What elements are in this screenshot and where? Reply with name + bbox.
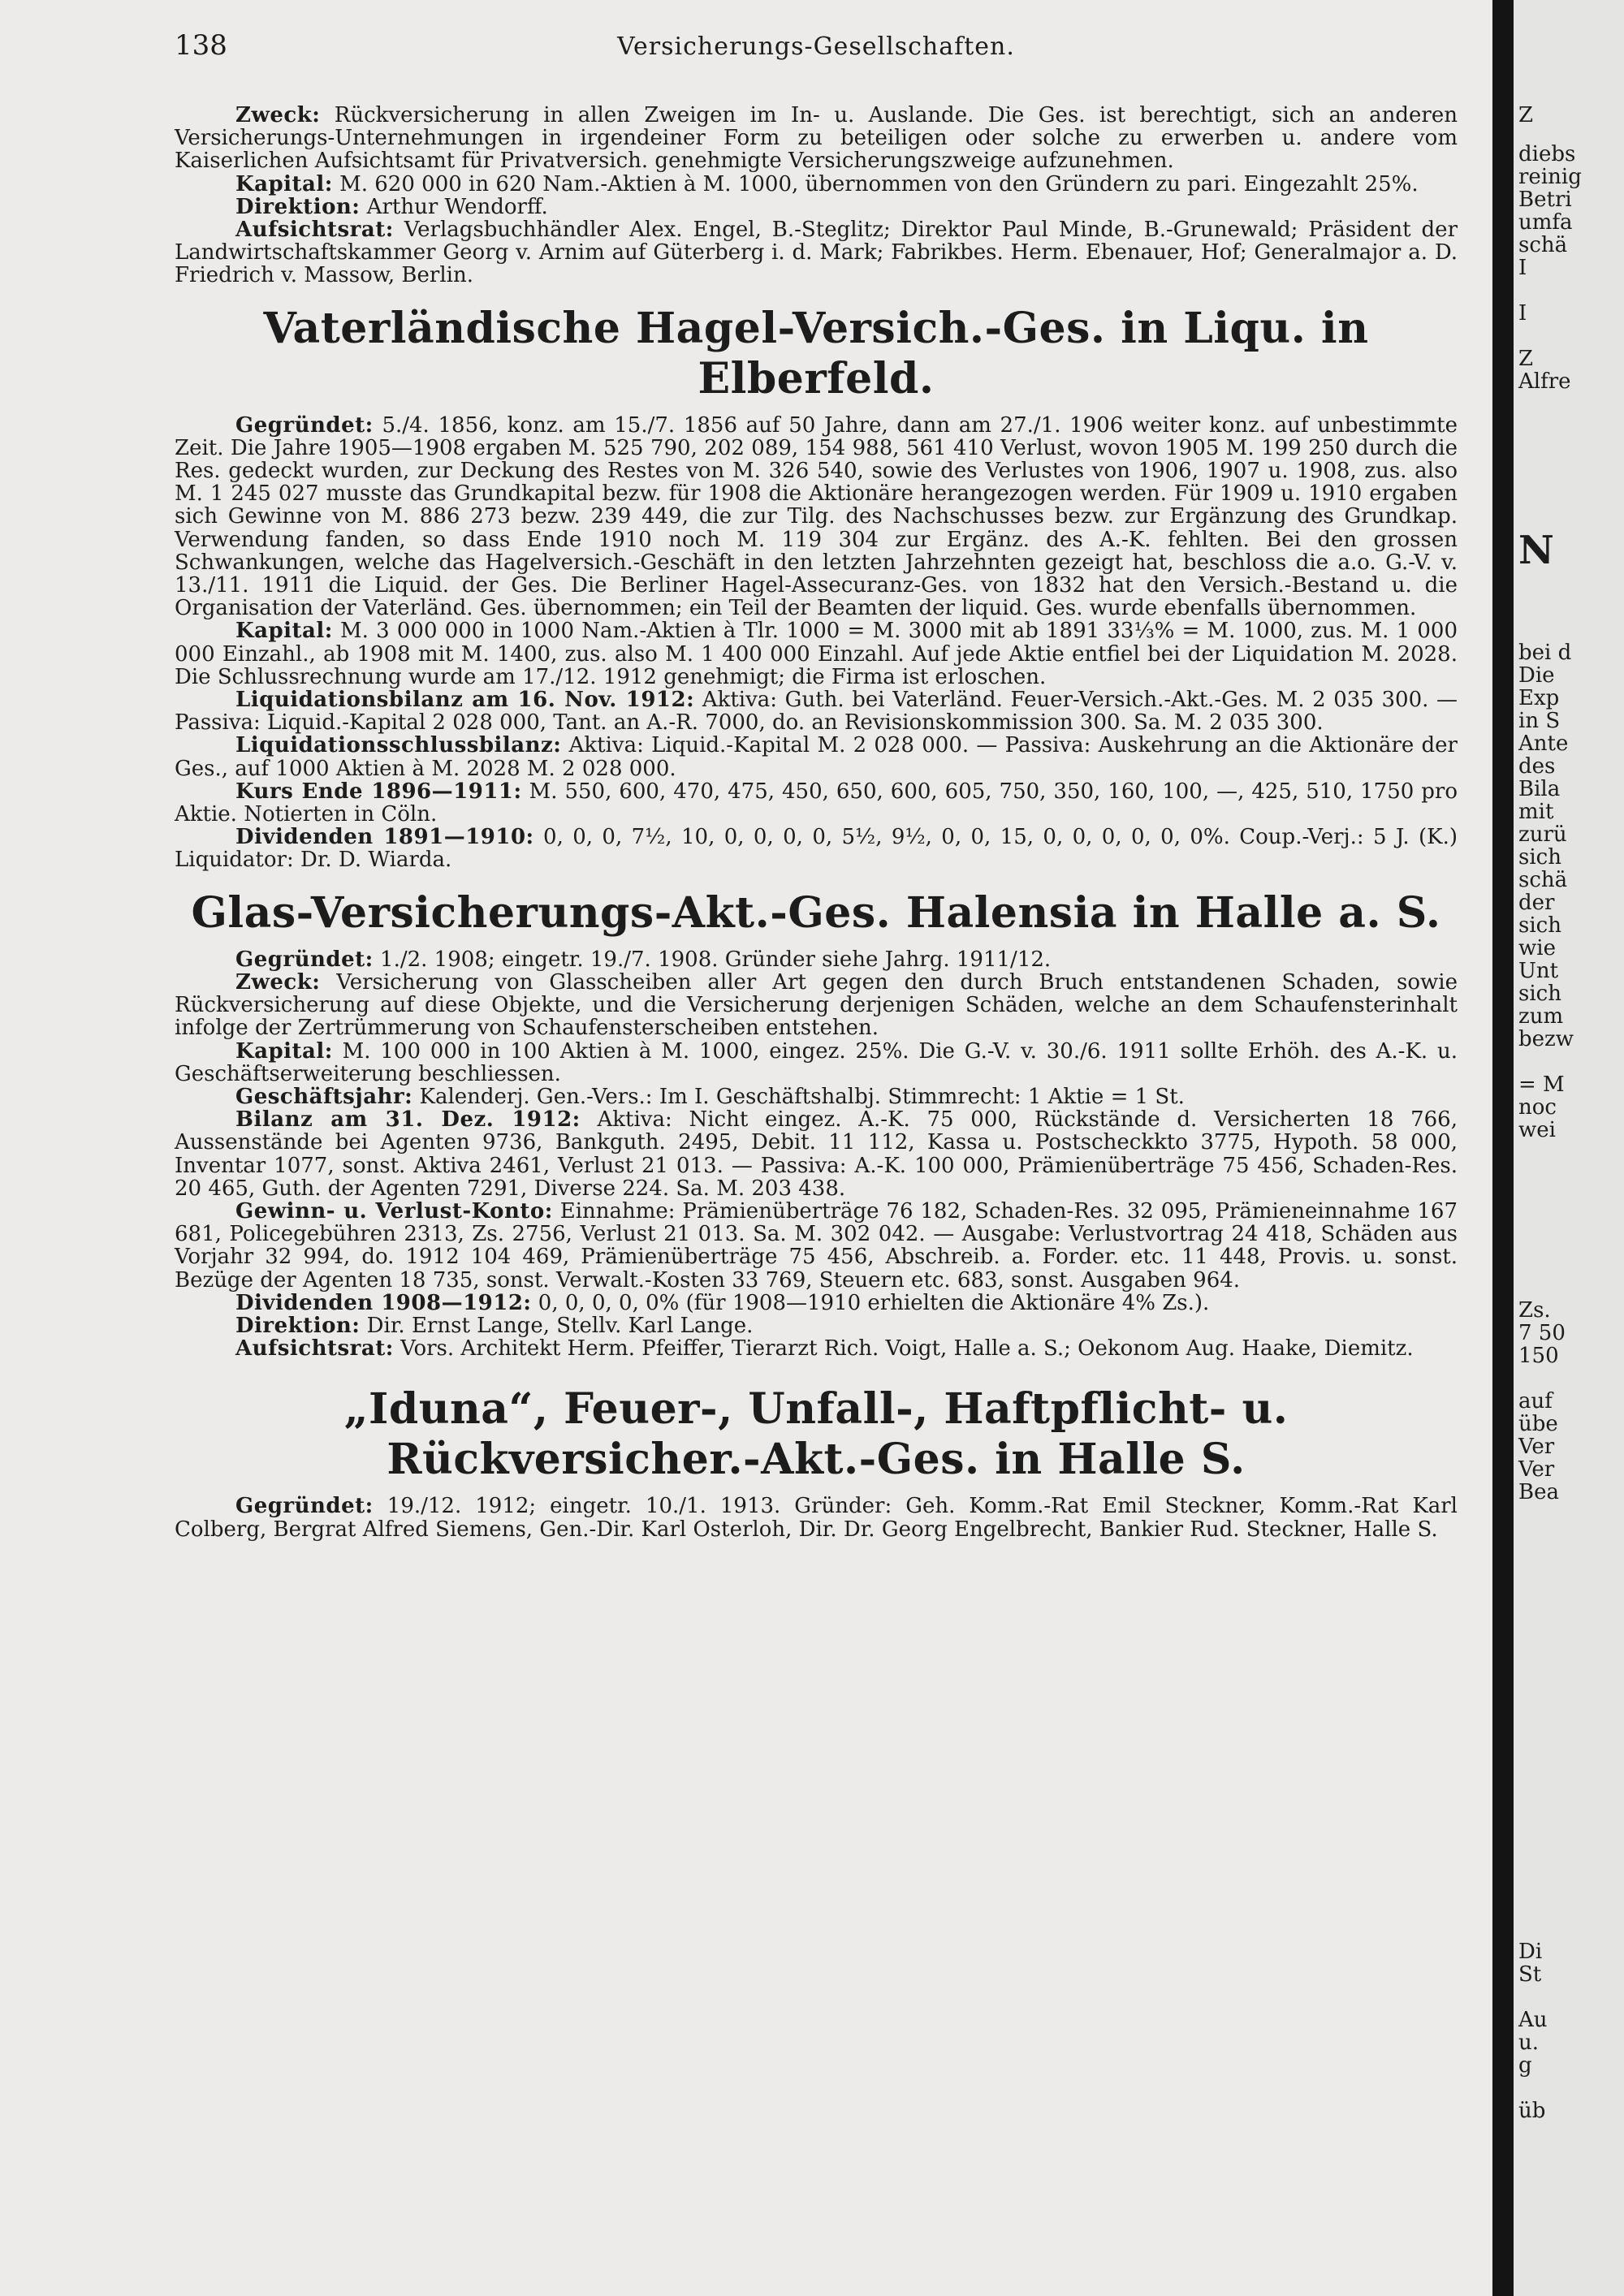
entry-paragraph — [175, 826, 1458, 871]
adjacent-page-text: Bila — [1518, 777, 1561, 801]
entry-text: Vors. Architekt Herm. Pfeiffer, Tierarzt Rich. Voigt, Halle a. S.; Oekonom Aug. Haake, Diemitz. — [393, 1336, 1414, 1362]
adjacent-page-text: der — [1518, 891, 1555, 915]
entry-label: Liquidationsbilanz am 16. Nov. 1912: — [235, 688, 695, 713]
adjacent-page-text: Bea — [1518, 1480, 1559, 1504]
entry-label: Zweck: — [235, 969, 321, 995]
company-heading: Vaterländische Hagel-Versich.-Ges. in Liqu. in Elberfeld. — [263, 303, 1369, 404]
entry-text: M. 100 000 in 100 Aktien à M. 1000, eingez. 25%. Die G.-V. v. 30./6. 1911 sollte Erhöh. des A.-K. u. Geschäftserweiterung beschliessen. — [175, 1038, 1458, 1086]
entry-text: M. 3 000 000 in 1000 Nam.-Aktien à Tlr. 1000 = M. 3000 mit ab 1891 33⅓% = M. 1000, zus. M. 1 000 000 Einzahl., ab 1908 mit M. 1400, zus. also M. 1 400 000 Einzahl. Auf jede Aktie entfiel bei der Liquidation M. 2028. Die Schlussrechnung wurde am 17./12. 1912 genehmigt; die Firma ist erloschen. — [175, 619, 1458, 689]
entry-paragraph — [175, 780, 1458, 826]
adjacent-page-text: mit — [1518, 800, 1554, 824]
adjacent-page-text: wie — [1518, 936, 1556, 960]
adjacent-page-text: noc — [1518, 1095, 1557, 1120]
adjacent-page-text: Z — [1518, 103, 1534, 127]
adjacent-page-text: übe — [1518, 1412, 1558, 1436]
adjacent-page-text: = M — [1518, 1072, 1565, 1097]
adjacent-page-text: Die — [1518, 663, 1555, 688]
entry-paragraph — [175, 688, 1458, 734]
adjacent-page-text: Unt — [1518, 959, 1559, 983]
entry-label: Kapital: — [235, 1038, 333, 1064]
entry-text: Arthur Wendorff. — [360, 194, 548, 219]
entry-paragraph — [175, 1495, 1458, 1540]
adjacent-page-text: 150 — [1518, 1344, 1559, 1368]
adjacent-page-text: wei — [1518, 1118, 1556, 1142]
entry-paragraph — [175, 948, 1458, 971]
adjacent-page-text: in S — [1518, 709, 1561, 733]
entry-label: Gegründet: — [235, 1494, 374, 1519]
entry-label: Geschäftsjahr: — [235, 1084, 413, 1109]
adjacent-page-text: Di — [1518, 1940, 1543, 1964]
adjacent-page-text: Betri — [1518, 188, 1572, 212]
adjacent-page-text: diebs — [1518, 142, 1576, 166]
entry-text: 0, 0, 0, 7½, 10, 0, 0, 0, 0, 5½, 9½, 0, 0, 15, 0, 0, 0, 0, 0, 0%. Coup.-Verj.: 5 J. (K.) Liquidator: Dr. D. Wiarda. — [175, 825, 1458, 873]
entry-label: Aufsichtsrat: — [235, 1336, 394, 1362]
adjacent-page-text: sich — [1518, 845, 1561, 870]
adjacent-page-text: zum — [1518, 1004, 1564, 1029]
entry-paragraph — [175, 1292, 1458, 1314]
entry-paragraph — [175, 173, 1458, 196]
entry-label: Gegründet: — [235, 412, 374, 438]
adjacent-page-text: g — [1518, 2053, 1532, 2078]
adjacent-page-text: umfa — [1518, 210, 1573, 235]
entry-label: Direktion: — [235, 1313, 361, 1338]
entry-paragraph — [175, 1314, 1458, 1337]
adjacent-page-text: Z — [1518, 347, 1534, 371]
entry-text: Aktiva: Guth. bei Vaterländ. Feuer-Versich.-Akt.-Ges. M. 2 035 300. — Passiva: Liquid.-Kapital 2 028 000, Tant. an A.-R. 7000, do. an Revisionskommission 300. Sa. M. 2 035 300. — [175, 688, 1458, 736]
entry-label: Direktion: — [235, 194, 361, 219]
adjacent-page-text: schä — [1518, 868, 1568, 892]
entry-label: Aufsichtsrat: — [235, 218, 394, 243]
adjacent-page-text: u. — [1518, 2031, 1540, 2055]
adjacent-page-text: schä — [1518, 233, 1568, 257]
adjacent-page-text: Alfre — [1518, 369, 1571, 394]
entry-text: Verlagsbuchhändler Alex. Engel, B.-Steglitz; Direktor Paul Minde, B.-Grunewald; Präsident der Landwirtschaftskammer Georg v. Arnim auf Güterberg i. d. Mark; Fabrikbes. Herm. Ebenauer, Hof; Generalmajor a. D. Friedrich v. Massow, Berlin. — [175, 218, 1458, 288]
entry-text: 1./2. 1908; eingetr. 19./7. 1908. Gründer siehe Jahrg. 1911/12. — [373, 947, 1052, 972]
entry-text: Kalenderj. Gen.-Vers.: Im I. Geschäftshalbj. Stimmrecht: 1 Aktie = 1 St. — [412, 1084, 1185, 1109]
adjacent-page-text: I — [1518, 256, 1527, 280]
adjacent-page-text: Au — [1518, 2008, 1548, 2032]
entry-text: Aktiva: Nicht eingez. A.-K. 75 000, Rückstände d. Versicherten 18 766, Aussenstände bei Agenten 9736, Bankguth. 2495, Debit. 11 112, Kassa u. Postscheckkto 3775, Hypoth. 58 000, Inventar 1077, sonst. Aktiva 2461, Verlust 21 013. — Passiva: A.-K. 100 000, Prämienüberträge 75 456, Schaden-Res. 20 465, Guth. der Agenten 7291, Diverse 224. Sa. M. 203 438. — [175, 1107, 1458, 1201]
adjacent-page-text: N — [1518, 528, 1554, 573]
entry-paragraph — [175, 104, 1458, 173]
entry-paragraph — [175, 971, 1458, 1040]
adjacent-page-text: 7 50 — [1518, 1321, 1566, 1345]
adjacent-page-text: bei d — [1518, 641, 1572, 665]
running-title: Versicherungs-Gesellschaften. — [617, 32, 1015, 61]
entry-label: Bilanz am 31. Dez. 1912: — [235, 1107, 581, 1133]
entry-paragraph — [175, 1108, 1458, 1200]
adjacent-page-text: Ver — [1518, 1435, 1555, 1459]
entry-label: Dividenden 1908—1912: — [235, 1290, 532, 1315]
entry-label: Dividenden 1891—1910: — [235, 825, 534, 850]
adjacent-page-text: Zs. — [1518, 1298, 1551, 1323]
adjacent-page-text: auf — [1518, 1389, 1553, 1413]
entry-text: Aktiva: Liquid.-Kapital M. 2 028 000. — Passiva: Auskehrung an die Aktionäre der Ges., auf 1000 Aktien à M. 2028 M. 2 028 000. — [175, 733, 1458, 781]
book-gutter — [1492, 0, 1514, 2296]
entry-paragraph — [175, 619, 1458, 688]
entry-label: Kapital: — [235, 171, 333, 196]
entry-paragraph — [175, 196, 1458, 218]
page-header — [175, 29, 1458, 70]
entry-label: Zweck: — [235, 103, 321, 127]
adjacent-page-text: bezw — [1518, 1027, 1574, 1051]
entry-label: Kurs Ende 1896—1911: — [235, 779, 522, 804]
entry-text: Versicherung von Glasscheiben aller Art gegen den durch Bruch entstandenen Schaden, sowie Rückversicherung auf diese Objekte, und die Versicherung derjenigen Schäden, welche an dem Schaufensterinhalt infolge der Zertrümmerung von Schaufensterscheiben entstehen. — [175, 969, 1458, 1041]
adjacent-page-text: reinig — [1518, 165, 1582, 189]
adjacent-page-text: zurü — [1518, 822, 1567, 847]
entry-paragraph — [175, 1200, 1458, 1292]
adjacent-page-text: sich — [1518, 913, 1561, 938]
entry-text: 5./4. 1856, konz. am 15./7. 1856 auf 50 Jahre, dann am 27./1. 1906 weiter konz. auf unbestimmte Zeit. Die Jahre 1905—1908 ergaben M. 525 790, 202 089, 154 988, 561 410 Verlust, wovon 1905 M. 199 250 durch die Res. gedeckt wurden, zur Deckung des Restes von M. 326 540, sowie des Verlustes von 1906, 1907 u. 1908, zus. also M. 1 245 027 musste das Grundkapital bezw. für 1908 die Aktionäre herangezogen werden. Für 1909 u. 1910 ergaben sich Gewinne von M. 886 273 bezw. 239 449, die zur Tilg. des Nachschusses bezw. zur Ergänzung des Grundkap. Verwendung fanden, so dass Ende 1910 noch M. 119 304 zur Ergänz. des A.-K. fehlten. Bei den grossen Schwankungen, welche das Hagelversich.-Geschäft in den letzten Jahrzehnten gezeigt hat, beschloss die a.o. G.-V. v. 13./11. 1911 die Liquid. der Ges. Die Berliner Hagel-Assecuranz-Ges. von 1832 hat den Versich.-Bestand u. die Organisation der Vaterländ. Ges. übernommen; ein Teil der Beamten der liquid. Ges. wurde ebenfalls übernommen. — [175, 412, 1458, 621]
adjacent-page-text: üb — [1518, 2099, 1546, 2123]
adjacent-page-text: Exp — [1518, 686, 1560, 710]
adjacent-page-text: Ver — [1518, 1457, 1555, 1482]
adjacent-page-text: I — [1518, 301, 1527, 326]
entry-paragraph — [175, 734, 1458, 779]
entry-text: Dir. Ernst Lange, Stellv. Karl Lange. — [360, 1313, 754, 1338]
adjacent-page-text: Ante — [1518, 732, 1569, 756]
entry-label: Liquidationsschlussbilanz: — [235, 733, 562, 758]
company-heading: Glas-Versicherungs-Akt.-Ges. Halensia in Halle a. S. — [191, 887, 1441, 938]
entry-text: Einnahme: Prämienüberträge 76 182, Schaden-Res. 32 095, Prämieneinnahme 167 681, Policegebühren 2313, Zs. 2756, Verlust 21 013. Sa. M. 302 042. — Ausgabe: Verlustvortrag 24 418, Schäden aus Vorjahr 32 994, do. 1912 104 469, Prämienüberträge 75 456, Abschreib. a. Forder. etc. 11 448, Provis. u. sonst. Bezüge der Agenten 18 735, sonst. Verwalt.-Kosten 33 769, Steuern etc. 683, sonst. Ausgaben 964. — [175, 1198, 1458, 1293]
entry-paragraph — [175, 1337, 1458, 1360]
page-number: 138 — [175, 29, 227, 62]
company-heading: „Iduna“, Feuer-, Unfall-, Haftpflicht- u. Rückversicher.-Akt.-Ges. in Halle S. — [343, 1384, 1289, 1485]
entry-text: M. 550, 600, 470, 475, 450, 650, 600, 605, 750, 350, 160, 100, —, 425, 510, 1750 pro Aktie. Notierten in Cöln. — [175, 779, 1458, 827]
page-content — [175, 104, 1458, 1541]
entry-text: 0, 0, 0, 0, 0% (für 1908—1910 erhielten die Aktionäre 4% Zs.). — [531, 1290, 1210, 1315]
adjacent-page-text: sich — [1518, 982, 1561, 1006]
adjacent-page-fragment — [1514, 0, 1624, 2296]
entry-label: Gewinn- u. Verlust-Konto: — [235, 1198, 553, 1224]
entry-text: 19./12. 1912; eingetr. 10./1. 1913. Gründer: Geh. Komm.-Rat Emil Steckner, Komm.-Rat Karl Colberg, Bergrat Alfred Siemens, Gen.-Dir. Karl Osterloh, Dir. Dr. Georg Engelbrecht, Bankier Rud. Steckner, Halle S. — [175, 1494, 1458, 1542]
entry-paragraph — [175, 1040, 1458, 1085]
entry-paragraph — [175, 414, 1458, 620]
entry-label: Gegründet: — [235, 947, 374, 972]
entry-text: M. 620 000 in 620 Nam.-Aktien à M. 1000, übernommen von den Gründern zu pari. Eingezahlt 25%. — [332, 171, 1419, 196]
entry-paragraph — [175, 218, 1458, 287]
adjacent-page-text: des — [1518, 754, 1556, 779]
adjacent-page-text: St — [1518, 1962, 1542, 1987]
entry-label: Kapital: — [235, 619, 333, 644]
entry-paragraph — [175, 1085, 1458, 1108]
entry-text: Rückversicherung in allen Zweigen im In- u. Auslande. Die Ges. ist berechtigt, sich an anderen Versicherungs-Unternehmungen in irgendeiner Form zu beteiligen oder solche zu erwerben u. andere vom Kaiserlichen Aufsichtsamt für Privatversich. genehmigte Versicherungszweige aufzunehmen. — [175, 103, 1458, 174]
